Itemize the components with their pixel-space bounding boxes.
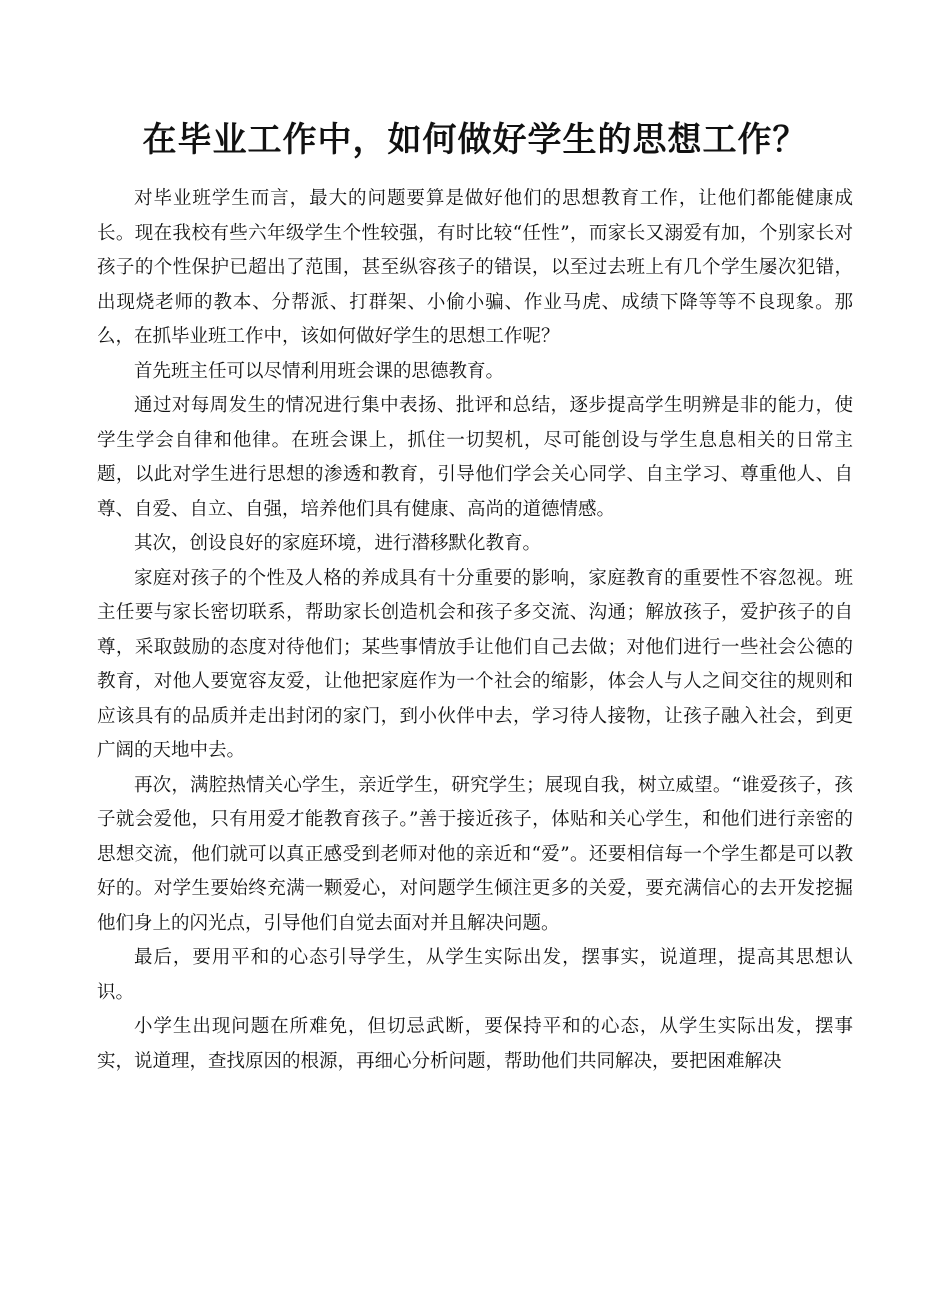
document-title: 在毕业工作中，如何做好学生的思想工作？ xyxy=(142,120,808,160)
paragraph-intro: 对毕业班学生而言，最大的问题要算是做好他们的思想教育工作，让他们都能健康成长。现在我校有些六年级学生个性较强，有时比较“任性”，而家长又溺爱有加，个别家长对孩子的个性保护已超出了范围，甚至纵容孩子的错误，以至过去班上有几个学生屡次犯错，出现烧老师的教本、分帮派、打群架、小偷小骗、作业马虎、成绩下降等等不良现象。那么，在抓毕业班工作中，该如何做好学生的思想工作呢？ xyxy=(97,188,853,347)
paragraph-fourth-point-heading: 最后，要用平和的心态引导学生，从学生实际出发，摆事实，说道理，提高其思想认识。 xyxy=(97,947,853,1003)
paragraph-first-point-body: 通过对每周发生的情况进行集中表扬、批评和总结，逐步提高学生明辨是非的能力，使学生学会自律和他律。在班会课上，抓住一切契机，尽可能创设与学生息息相关的日常主题，以此对学生进行思想的渗透和教育，引导他们学会关心同学、自主学习、尊重他人、自尊、自爱、自立、自强，培养他们具有健康、高尚的道德情感。 xyxy=(97,395,853,520)
paragraph-second-point-body: 家庭对孩子的个性及人格的养成具有十分重要的影响，家庭教育的重要性不容忽视。班主任要与家长密切联系，帮助家长创造机会和孩子多交流、沟通；解放孩子，爱护孩子的自尊，采取鼓励的态度对待他们；某些事情放手让他们自己去做；对他们进行一些社会公德的教育，对他人要宽容友爱，让他把家庭作为一个社会的缩影，体会人与人之间交往的规则和应该具有的品质并走出封闭的家门，到小伙伴中去，学习待人接物，让孩子融入社会，到更广阔的天地中去。 xyxy=(97,567,853,761)
paragraph-first-point-heading: 首先班主任可以尽情利用班会课的思德教育。 xyxy=(134,360,505,382)
document-body xyxy=(97,182,853,1079)
paragraph-fourth-point-body: 小学生出现问题在所难免，但切忌武断，要保持平和的心态，从学生实际出发，摆事实，说道理，查找原因的根源，再细心分析问题，帮助他们共同解决，要把困难解决 xyxy=(97,1016,853,1072)
paragraph-second-point-heading: 其次，创设良好的家庭环境，进行潜移默化教育。 xyxy=(134,533,542,554)
paragraph-third-point: 再次，满腔热情关心学生，亲近学生，研究学生；展现自我，树立威望。“谁爱孩子，孩子就会爱他，只有用爱才能教育孩子。”善于接近孩子，体贴和关心学生，和他们进行亲密的思想交流，他们就可以真正感受到老师对他的亲近和“爱”。还要相信每一个学生都是可以教好的。对学生要始终充满一颗爱心，对问题学生倾注更多的关爱，要充满信心的去开发挖掘他们身上的闪光点，引导他们自觉去面对并且解决问题。 xyxy=(97,774,853,934)
